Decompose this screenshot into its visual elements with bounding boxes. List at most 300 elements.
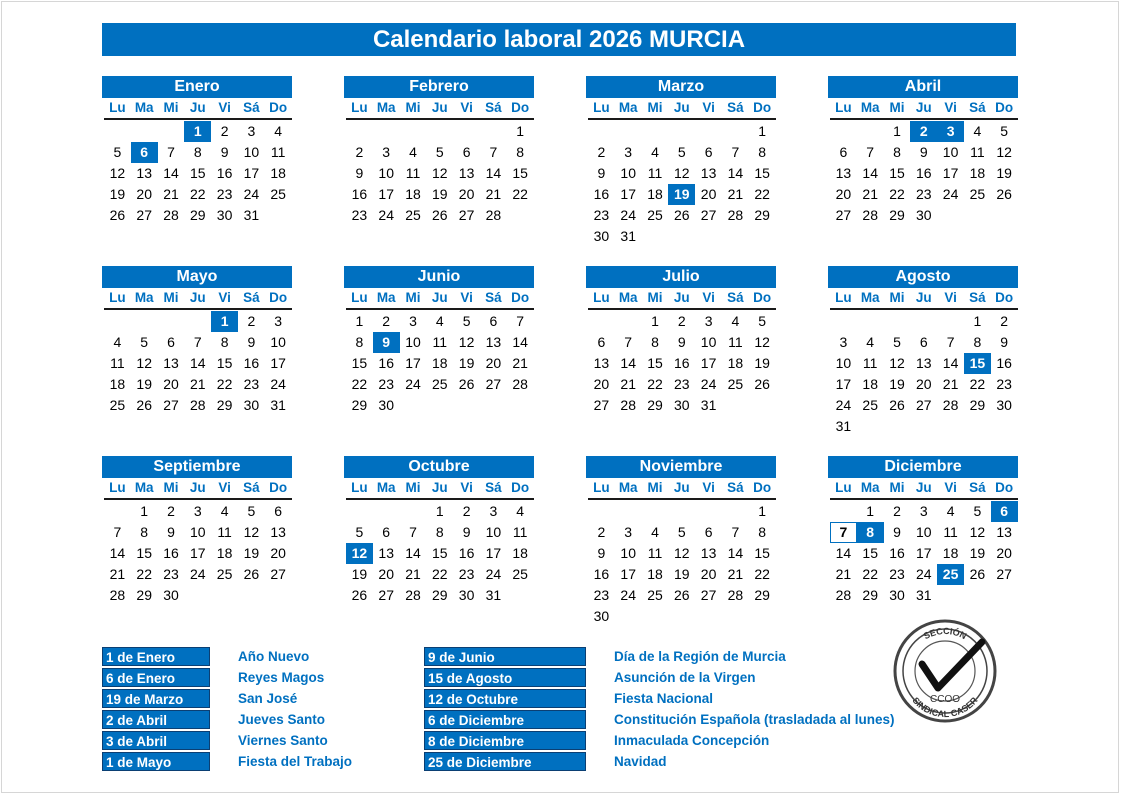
day-cell: 9 <box>167 524 175 540</box>
empty-cell <box>158 121 185 142</box>
weekday-header-row <box>104 288 292 310</box>
day-cell: 26 <box>889 397 905 413</box>
day-grid <box>588 501 776 627</box>
day-cell: 7 <box>409 524 417 540</box>
weekday-header-row <box>346 288 534 310</box>
day-cell: 5 <box>113 144 122 160</box>
day-cell: 1 <box>651 313 659 329</box>
day-cell: 13 <box>136 165 152 181</box>
empty-cell <box>400 121 427 142</box>
day-cell: 21 <box>727 566 744 582</box>
month-enero <box>102 76 292 226</box>
day-cell: 4 <box>973 123 982 139</box>
day-cell: 8 <box>435 524 444 540</box>
day-cell: 16 <box>889 545 905 561</box>
holiday-day-cell: 2 <box>910 121 937 142</box>
month-abril <box>828 76 1018 226</box>
day-cell: 3 <box>247 123 256 139</box>
empty-cell <box>884 311 911 332</box>
empty-cell <box>910 311 937 332</box>
day-cell: 12 <box>889 355 905 371</box>
day-cell: 21 <box>512 355 528 371</box>
day-cell: 23 <box>163 566 179 582</box>
day-cell: 20 <box>593 376 610 392</box>
day-cell: 5 <box>677 524 686 540</box>
month-diciembre <box>828 456 1018 606</box>
day-cell: 22 <box>351 376 368 392</box>
day-cell: 21 <box>835 566 852 582</box>
weekday-label: Sá <box>485 100 502 115</box>
day-cell: 10 <box>378 165 394 181</box>
empty-cell <box>668 121 695 142</box>
day-cell: 15 <box>862 545 878 561</box>
weekday-label: Sá <box>969 100 986 115</box>
empty-cell <box>131 121 158 142</box>
day-cell: 5 <box>677 144 686 160</box>
day-cell: 21 <box>862 186 878 202</box>
empty-cell <box>104 311 131 332</box>
day-cell: 8 <box>893 144 901 160</box>
day-cell: 28 <box>109 587 126 603</box>
month-header: Septiembre <box>102 456 292 478</box>
weekday-label: Do <box>511 480 530 495</box>
weekday-header-row <box>346 98 534 120</box>
day-cell: 3 <box>274 313 283 329</box>
holiday-date: 15 de Agosto <box>424 668 586 687</box>
day-cell: 23 <box>216 186 233 202</box>
day-cell: 2 <box>1000 313 1009 329</box>
day-cell: 23 <box>458 566 475 582</box>
weekday-label: Do <box>753 480 772 495</box>
empty-cell <box>722 121 749 142</box>
weekday-label: Ma <box>376 100 396 115</box>
day-cell: 28 <box>485 207 502 223</box>
day-cell: 21 <box>727 186 744 202</box>
weekday-label: Sá <box>727 290 744 305</box>
month-header: Febrero <box>344 76 534 98</box>
day-cell: 22 <box>136 566 152 582</box>
weekday-label: Ma <box>860 480 880 495</box>
day-cell: 6 <box>382 524 391 540</box>
day-cell: 10 <box>485 524 502 540</box>
day-cell: 9 <box>355 165 364 181</box>
holiday-row <box>102 667 352 688</box>
day-cell: 3 <box>489 503 498 519</box>
day-cell: 30 <box>996 397 1012 413</box>
weekday-label: Lu <box>835 100 852 115</box>
empty-cell <box>184 311 211 332</box>
day-cell: 24 <box>620 207 636 223</box>
empty-cell <box>830 311 857 332</box>
day-cell: 18 <box>647 186 663 202</box>
weekday-label: Do <box>995 100 1014 115</box>
day-cell: 11 <box>405 165 421 181</box>
day-cell: 10 <box>620 545 636 561</box>
day-cell: 29 <box>190 207 206 223</box>
day-cell: 15 <box>754 545 770 561</box>
weekday-label: Ma <box>618 100 638 115</box>
day-cell: 26 <box>109 207 126 223</box>
day-cell: 6 <box>462 144 471 160</box>
weekday-label: Lu <box>109 480 126 495</box>
weekday-label: Sá <box>485 480 502 495</box>
day-cell: 24 <box>620 587 636 603</box>
day-cell: 7 <box>489 144 498 160</box>
day-grid <box>588 311 776 416</box>
day-cell: 20 <box>700 566 717 582</box>
day-cell: 3 <box>624 524 633 540</box>
holiday-day-cell: 12 <box>346 543 373 564</box>
day-cell: 14 <box>190 355 206 371</box>
empty-cell <box>615 311 642 332</box>
weekday-label: Lu <box>109 290 126 305</box>
day-cell: 10 <box>243 144 260 160</box>
weekday-label: Vi <box>460 480 473 495</box>
day-cell: 24 <box>942 186 959 202</box>
day-cell: 23 <box>351 207 368 223</box>
day-cell: 17 <box>620 186 636 202</box>
month-junio <box>344 266 534 416</box>
day-cell: 22 <box>862 566 878 582</box>
day-cell: 26 <box>754 376 770 392</box>
holiday-date: 3 de Abril <box>102 731 210 750</box>
day-cell: 17 <box>916 545 932 561</box>
day-cell: 19 <box>109 186 126 202</box>
day-cell: 10 <box>190 524 206 540</box>
day-cell: 31 <box>916 587 932 603</box>
weekday-label: Lu <box>835 480 852 495</box>
weekday-label: Lu <box>593 100 610 115</box>
day-cell: 16 <box>458 545 475 561</box>
day-cell: 4 <box>946 503 955 519</box>
day-cell: 24 <box>700 376 717 392</box>
day-grid <box>346 311 534 416</box>
weekday-label: Vi <box>702 480 715 495</box>
day-cell: 22 <box>512 186 528 202</box>
day-cell: 18 <box>109 376 126 392</box>
holiday-date: 9 de Junio <box>424 647 586 666</box>
day-cell: 14 <box>942 355 959 371</box>
holiday-day-cell: 6 <box>131 142 158 163</box>
day-cell: 18 <box>727 355 744 371</box>
empty-cell <box>695 121 722 142</box>
day-cell: 16 <box>163 545 179 561</box>
day-cell: 28 <box>942 397 959 413</box>
day-cell: 31 <box>485 587 502 603</box>
day-cell: 3 <box>382 144 391 160</box>
holiday-day-cell: 6 <box>991 501 1018 522</box>
month-noviembre <box>586 456 776 627</box>
day-cell: 1 <box>893 123 901 139</box>
day-cell: 19 <box>674 566 690 582</box>
day-cell: 28 <box>190 397 206 413</box>
day-cell: 2 <box>247 313 256 329</box>
stamp-top-text: SECCIÓN <box>921 625 969 642</box>
day-cell: 27 <box>835 207 852 223</box>
weekday-label: Do <box>995 480 1014 495</box>
day-cell: 27 <box>270 566 286 582</box>
day-cell: 2 <box>677 313 686 329</box>
day-cell: 25 <box>109 397 126 413</box>
empty-cell <box>426 121 453 142</box>
holiday-row <box>102 730 352 751</box>
day-cell: 29 <box>754 207 770 223</box>
weekday-header-row <box>346 478 534 500</box>
day-cell: 18 <box>216 545 233 561</box>
weekday-label: Mi <box>405 480 421 495</box>
day-cell: 2 <box>462 503 471 519</box>
day-cell: 8 <box>758 524 767 540</box>
day-cell: 11 <box>512 524 528 540</box>
weekday-label: Ju <box>189 100 206 115</box>
day-cell: 15 <box>512 165 528 181</box>
holiday-day-cell: 8 <box>857 522 884 543</box>
day-cell: 29 <box>136 587 152 603</box>
day-cell: 3 <box>193 503 202 519</box>
month-agosto <box>828 266 1018 437</box>
day-cell: 29 <box>432 587 448 603</box>
day-cell: 25 <box>216 566 233 582</box>
day-cell: 16 <box>243 355 260 371</box>
day-cell: 12 <box>674 545 690 561</box>
day-cell: 23 <box>593 587 610 603</box>
weekday-label: Do <box>995 290 1014 305</box>
weekday-label: Mi <box>163 100 179 115</box>
day-cell: 6 <box>839 144 848 160</box>
holiday-list-left <box>102 646 352 772</box>
weekday-label: Sá <box>969 480 986 495</box>
day-cell: 19 <box>889 376 905 392</box>
day-cell: 7 <box>731 144 740 160</box>
day-cell: 23 <box>916 186 932 202</box>
day-cell: 30 <box>243 397 260 413</box>
day-cell: 13 <box>593 355 610 371</box>
day-cell: 3 <box>624 144 633 160</box>
weekday-label: Sá <box>243 290 260 305</box>
day-cell: 26 <box>351 587 368 603</box>
holiday-row <box>424 709 895 730</box>
day-cell: 15 <box>351 355 368 371</box>
empty-cell <box>722 501 749 522</box>
weekday-label: Do <box>753 100 772 115</box>
day-cell: 12 <box>754 334 770 350</box>
holiday-row <box>424 751 895 772</box>
day-cell: 30 <box>216 207 233 223</box>
day-cell: 15 <box>647 355 663 371</box>
weekday-label: Vi <box>702 290 715 305</box>
day-cell: 9 <box>919 144 928 160</box>
day-cell: 11 <box>862 355 878 371</box>
day-cell: 16 <box>216 165 233 181</box>
weekday-label: Ju <box>431 480 448 495</box>
day-cell: 14 <box>862 165 878 181</box>
day-cell: 16 <box>996 355 1012 371</box>
day-cell: 18 <box>647 566 663 582</box>
weekday-label: Vi <box>944 480 957 495</box>
holiday-date: 25 de Diciembre <box>424 752 586 771</box>
weekday-label: Ju <box>673 480 690 495</box>
weekday-label: Ju <box>189 290 206 305</box>
weekday-label: Do <box>269 480 288 495</box>
day-cell: 23 <box>996 376 1012 392</box>
empty-cell <box>830 501 857 522</box>
holiday-row <box>102 688 352 709</box>
day-cell: 20 <box>163 376 179 392</box>
holiday-name: Fiesta Nacional <box>614 691 714 706</box>
holiday-day-cell: 1 <box>184 121 211 142</box>
day-cell: 30 <box>593 228 610 244</box>
day-cell: 7 <box>624 334 633 350</box>
day-cell: 6 <box>167 334 175 350</box>
day-cell: 17 <box>190 545 206 561</box>
weekday-label: Do <box>269 290 288 305</box>
day-cell: 30 <box>593 608 610 624</box>
day-cell: 14 <box>727 545 744 561</box>
month-mayo <box>102 266 292 416</box>
day-cell: 31 <box>243 207 260 223</box>
day-cell: 7 <box>113 524 122 540</box>
day-cell: 18 <box>942 545 959 561</box>
day-cell: 24 <box>190 566 206 582</box>
day-cell: 5 <box>893 334 901 350</box>
month-header: Agosto <box>828 266 1018 288</box>
day-cell: 2 <box>893 503 901 519</box>
day-cell: 25 <box>647 587 663 603</box>
day-cell: 27 <box>378 587 394 603</box>
day-cell: 24 <box>916 566 932 582</box>
day-cell: 4 <box>516 503 525 519</box>
day-cell: 20 <box>700 186 717 202</box>
holiday-name: Año Nuevo <box>238 649 310 664</box>
day-cell: 18 <box>405 186 421 202</box>
weekday-label: Sá <box>969 290 986 305</box>
holiday-day-cell: 25 <box>937 564 964 585</box>
day-cell: 13 <box>700 545 717 561</box>
day-cell: 25 <box>512 566 528 582</box>
day-grid <box>346 121 534 226</box>
empty-cell <box>373 501 400 522</box>
day-grid <box>104 311 292 416</box>
day-cell: 15 <box>889 165 905 181</box>
day-cell: 20 <box>485 355 502 371</box>
weekday-label: Mi <box>163 480 179 495</box>
day-cell: 17 <box>620 566 636 582</box>
day-cell: 27 <box>163 397 179 413</box>
weekday-label: Lu <box>835 290 852 305</box>
day-cell: 4 <box>274 123 283 139</box>
day-cell: 16 <box>593 186 610 202</box>
day-cell: 20 <box>996 545 1012 561</box>
weekday-label: Sá <box>243 480 260 495</box>
day-cell: 11 <box>270 144 286 160</box>
day-cell: 5 <box>140 334 149 350</box>
day-cell: 6 <box>704 524 713 540</box>
weekday-label: Lu <box>109 100 126 115</box>
month-marzo <box>586 76 776 247</box>
day-cell: 13 <box>485 334 502 350</box>
day-cell: 11 <box>647 545 663 561</box>
holiday-day-cell: 1 <box>211 311 238 332</box>
day-cell: 16 <box>593 566 610 582</box>
day-cell: 14 <box>835 545 852 561</box>
day-cell: 26 <box>996 186 1012 202</box>
day-cell: 10 <box>700 334 717 350</box>
day-cell: 17 <box>942 165 959 181</box>
day-cell: 17 <box>243 165 260 181</box>
empty-cell <box>857 311 884 332</box>
day-cell: 9 <box>893 524 901 540</box>
day-cell: 7 <box>731 524 740 540</box>
day-grid <box>588 121 776 247</box>
day-cell: 10 <box>835 355 852 371</box>
day-cell: 1 <box>866 503 875 519</box>
day-cell: 14 <box>620 355 636 371</box>
day-cell: 2 <box>355 144 364 160</box>
day-cell: 6 <box>919 334 928 350</box>
empty-cell <box>588 121 615 142</box>
day-cell: 22 <box>889 186 905 202</box>
day-cell: 11 <box>432 334 448 350</box>
day-cell: 29 <box>862 587 878 603</box>
day-cell: 3 <box>409 313 417 329</box>
day-cell: 22 <box>647 376 663 392</box>
weekday-label: Ju <box>915 290 932 305</box>
empty-cell <box>453 121 480 142</box>
day-cell: 19 <box>969 545 986 561</box>
empty-cell <box>131 311 158 332</box>
day-cell: 3 <box>704 313 713 329</box>
weekday-label: Do <box>511 290 530 305</box>
empty-cell <box>104 121 131 142</box>
day-cell: 26 <box>136 397 152 413</box>
day-cell: 25 <box>862 397 878 413</box>
day-cell: 7 <box>167 144 175 160</box>
day-cell: 8 <box>140 524 149 540</box>
day-cell: 15 <box>190 165 206 181</box>
day-grid <box>104 121 292 226</box>
day-cell: 12 <box>969 524 986 540</box>
holiday-row <box>424 730 895 751</box>
weekday-header-row <box>104 98 292 120</box>
day-cell: 8 <box>355 334 364 350</box>
weekday-label: Ma <box>860 100 880 115</box>
day-cell: 4 <box>651 144 659 160</box>
day-cell: 10 <box>942 144 959 160</box>
day-cell: 8 <box>193 144 202 160</box>
day-cell: 8 <box>220 334 229 350</box>
day-cell: 10 <box>405 334 421 350</box>
marked-day-cell: 7 <box>830 522 857 543</box>
day-cell: 25 <box>727 376 744 392</box>
day-cell: 9 <box>677 334 686 350</box>
day-cell: 2 <box>167 503 175 519</box>
day-cell: 9 <box>1000 334 1009 350</box>
day-cell: 23 <box>889 566 905 582</box>
day-cell: 25 <box>405 207 421 223</box>
day-cell: 21 <box>620 376 636 392</box>
day-grid <box>830 501 1018 606</box>
day-cell: 18 <box>969 165 986 181</box>
weekday-header-row <box>830 98 1018 120</box>
day-cell: 11 <box>970 144 985 160</box>
empty-cell <box>400 501 427 522</box>
empty-cell <box>937 311 964 332</box>
day-cell: 10 <box>270 334 286 350</box>
holiday-name: Fiesta del Trabajo <box>238 754 353 769</box>
day-cell: 10 <box>620 165 636 181</box>
day-cell: 14 <box>512 334 528 350</box>
holiday-name: Reyes Magos <box>238 670 325 685</box>
